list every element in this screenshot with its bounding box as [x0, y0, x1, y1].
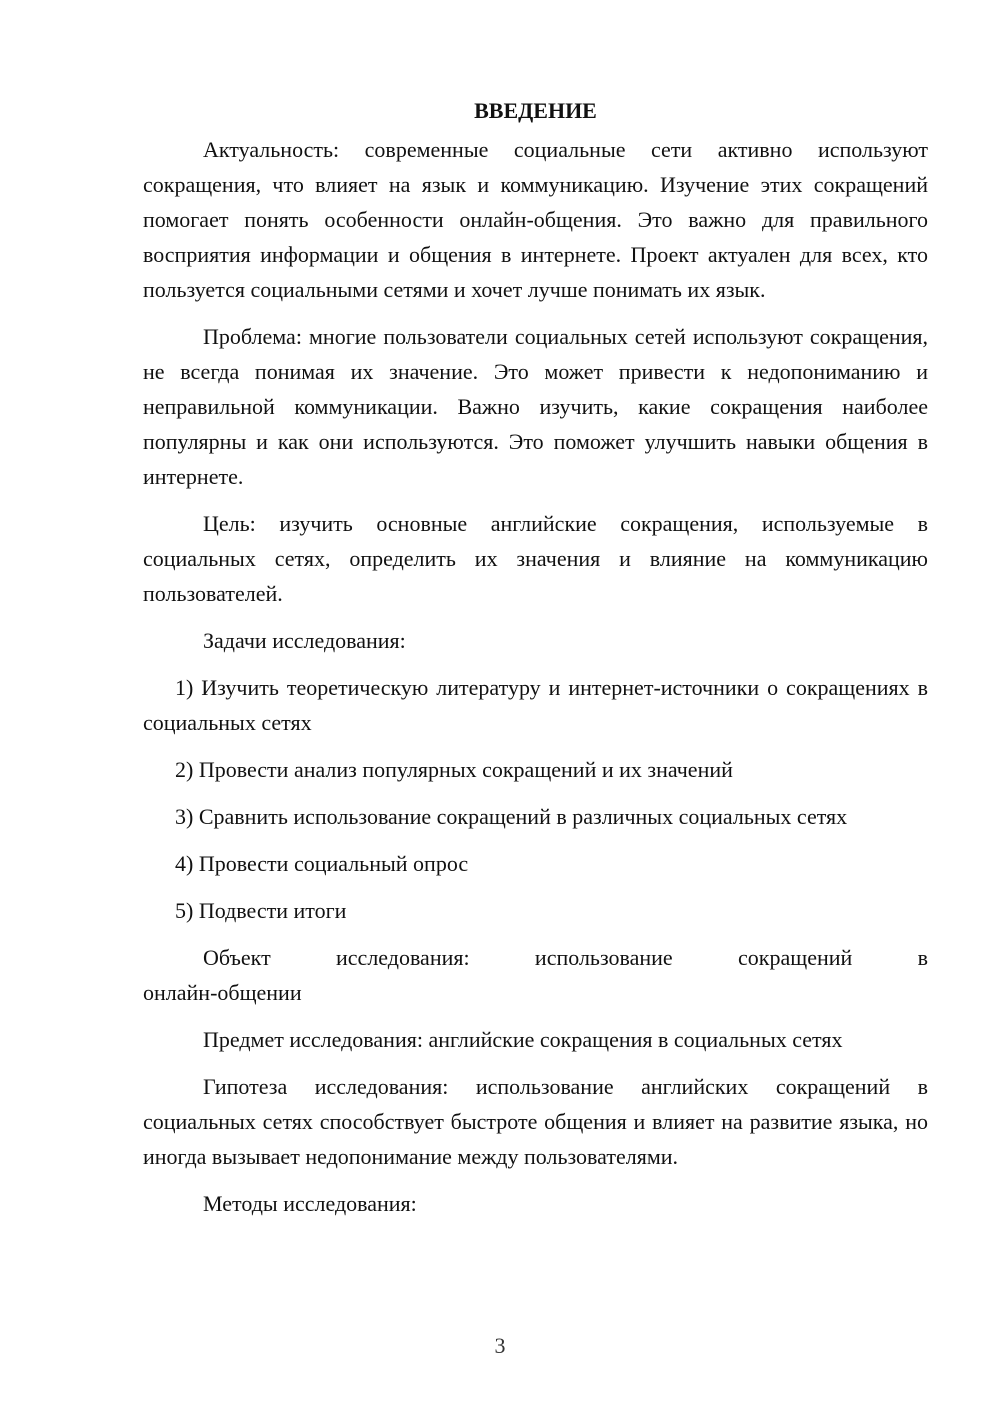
hypothesis-paragraph: Гипотеза исследования: использование английских сокращений в социальных сетях способствует быстроте общения и влияет на развитие языка, но иногда вызывает недопонимание между пользователями. [143, 1074, 928, 1169]
task-item: 5) Подвести итоги [175, 898, 347, 923]
task-item: 4) Провести социальный опрос [175, 851, 469, 876]
page-number: 3 [494, 1333, 506, 1358]
task-item: 1) Изучить теоретическую литературу и интернет-источники о сокращениях в социальных сетях [143, 675, 928, 735]
task-item: 2) Провести анализ популярных сокращений и их значений [175, 757, 733, 782]
subject-paragraph: Предмет исследования: английские сокращения в социальных сетях [203, 1027, 843, 1052]
object-paragraph-line2: онлайн-общении [143, 980, 302, 1005]
problem-paragraph: Проблема: многие пользователи социальных сетей используют сокращения, не всегда понимая их значение. Это может привести к недопониманию и неправильной коммуникации. Важно изучить, какие сокращения наиболее популярны и как они используются. Это поможет улучшить навыки общения в интернете. [143, 324, 928, 489]
section-title: ВВЕДЕНИЕ [474, 98, 597, 123]
document-page [143, 96, 928, 1221]
task-item: 3) Сравнить использование сокращений в различных социальных сетях [175, 804, 848, 829]
methods-heading: Методы исследования: [203, 1191, 417, 1216]
goal-paragraph: Цель: изучить основные английские сокращения, используемые в социальных сетях, определить их значения и влияние на коммуникацию пользователей. [143, 511, 928, 606]
relevance-paragraph: Актуальность: современные социальные сети активно используют сокращения, что влияет на язык и коммуникацию. Изучение этих сокращений помогает понять особенности онлайн-общения. Это важно для правильного восприятия информации и общения в интернете. Проект актуален для всех, кто пользуется социальными сетями и хочет лучше понимать их язык. [143, 137, 928, 302]
object-paragraph-line1: Объект исследования: использование сокращений в [203, 945, 928, 970]
tasks-heading: Задачи исследования: [203, 628, 406, 653]
